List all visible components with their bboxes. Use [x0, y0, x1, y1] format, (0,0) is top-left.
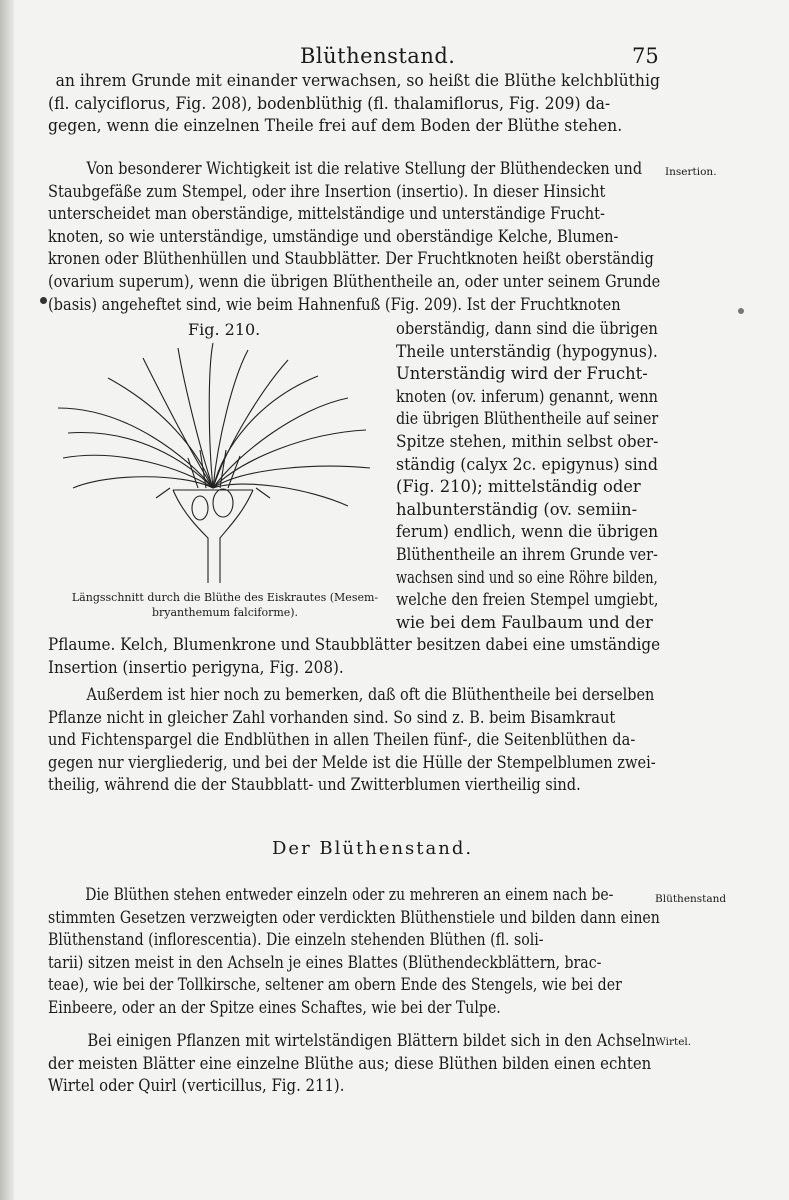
text-line: Außerdem ist hier noch zu bemerken, daß oft die Blüthentheile bei derselben	[86, 685, 655, 704]
text-line: welche den freien Stempel umgiebt,	[396, 590, 659, 610]
flower-illustration	[48, 338, 378, 586]
text-line: Einbeere, oder an der Spitze eines Schaftes, wie bei der Tulpe.	[48, 997, 501, 1017]
text-line: teae), wie bei der Tollkirsche, seltener am obern Ende des Stengels, wie bei der	[48, 975, 622, 995]
text-line: tarii) sitzen meist in den Achseln je eines Blattes (Blüthendeckblättern, brac-	[48, 952, 602, 972]
text-line: halbunterständig (ov. semiin-	[396, 499, 638, 519]
text-beside-figure	[396, 318, 661, 634]
text-line: Von besonderer Wichtigkeit ist die relative Stellung der Blüthendecken und	[86, 159, 643, 178]
caption-line: bryanthemum falciforme).	[151, 606, 299, 619]
section-heading: Der Blüthenstand.	[272, 838, 474, 859]
text-line: kronen oder Blüthenhüllen und Staubblätter. Der Fruchtknoten heißt oberständig	[48, 249, 654, 269]
text-line: knoten (ov. inferum) genannt, wenn	[396, 386, 658, 406]
text-line: Insertion (insertio perigyna, Fig. 208).	[48, 657, 344, 677]
paragraph-2	[48, 158, 741, 316]
running-header: Blüthenstand.	[300, 44, 456, 68]
caption-line: Längsschnitt durch die Blüthe des Eiskrautes (Mesem-	[71, 591, 379, 604]
text-line: theilig, während die der Staubblatt- und Zwitterblumen viertheilig sind.	[48, 775, 581, 795]
paragraph-1	[48, 70, 694, 138]
text-line: Blüthenstand (inflorescentia). Die einzeln stehenden Blüthen (fl. soli-	[48, 930, 544, 950]
page-binding-edge	[0, 0, 14, 1200]
text-line: (basis) angeheftet sind, wie beim Hahnenfuß (Fig. 209). Ist der Fruchtknoten	[48, 294, 621, 314]
paragraph-5	[48, 1030, 727, 1098]
margin-note-insertion: Insertion.	[665, 166, 717, 178]
figure-caption	[60, 590, 390, 620]
text-line: knoten, so wie unterständige, umständige und oberständige Kelche, Blumen-	[48, 226, 619, 246]
text-line: Theile unterständig (hypogynus).	[396, 341, 658, 361]
paragraph-2-end	[48, 634, 714, 679]
text-line: ständig (calyx 2c. epigynus) sind	[396, 454, 658, 474]
text-line: und Fichtenspargel die Endblüthen in allen Theilen fünf-, die Seitenblüthen da-	[48, 730, 636, 750]
text-line: Staubgefäße zum Stempel, oder ihre Insertion (insertio). In dieser Hinsicht	[48, 181, 606, 201]
text-line: der meisten Blätter eine einzelne Blüthe aus; diese Blüthen bilden einen echten	[48, 1053, 652, 1073]
ink-spot	[40, 297, 47, 304]
text-line: (ovarium superum), wenn die übrigen Blüthentheile an, oder unter seinem Grunde	[48, 271, 661, 291]
text-line: die übrigen Blüthentheile auf seiner	[396, 409, 659, 429]
text-line: Blüthentheile an ihrem Grunde ver-	[396, 544, 658, 564]
margin-note-bluthenstand: Blüthenstand	[655, 893, 727, 905]
text-line: an ihrem Grunde mit einander verwachsen, so heißt die Blüthe kelchblüthig	[55, 71, 660, 90]
text-line: (Fig. 210); mittelständig oder	[396, 477, 641, 497]
text-line: (fl. calyciflorus, Fig. 208), bodenblüthig (fl. thalamiflorus, Fig. 209) da-	[48, 93, 611, 113]
text-line: ferum) endlich, wenn die übrigen	[396, 522, 659, 542]
text-line: Pflanze nicht in gleicher Zahl vorhanden sind. So sind z. B. beim Bisamkraut	[48, 707, 616, 727]
figure-label: Fig. 210.	[188, 320, 261, 339]
text-line: Unterständig wird der Frucht-	[396, 364, 648, 384]
text-line: Bei einigen Pflanzen mit wirtelständigen Blättern bildet sich in den Achseln	[87, 1031, 656, 1050]
text-line: oberständig, dann sind die übrigen	[396, 319, 658, 338]
margin-note-wirtel: Wirtel.	[655, 1036, 692, 1048]
text-line: Die Blüthen stehen entweder einzeln oder zu mehreren an einem nach be-	[85, 885, 614, 904]
text-line: Wirtel oder Quirl (verticillus, Fig. 211).	[48, 1076, 345, 1096]
text-line: Pflaume. Kelch, Blumenkrone und Staubblätter besitzen dabei eine umständige	[48, 635, 661, 654]
text-line: Spitze stehen, mithin selbst ober-	[396, 431, 659, 451]
text-line: wie bei dem Faulbaum und der	[396, 612, 653, 632]
text-line: gegen, wenn die einzelnen Theile frei auf dem Boden der Blüthe stehen.	[48, 116, 623, 136]
text-line: unterscheidet man oberständige, mittelständige und unterständige Frucht-	[48, 204, 605, 224]
text-line: wachsen sind und so eine Röhre bilden,	[396, 567, 658, 587]
page-number: 75	[632, 44, 659, 68]
paragraph-3	[48, 684, 741, 797]
ink-spot	[738, 308, 744, 314]
text-line: stimmten Gesetzen verzweigten oder verdickten Blüthenstiele und bilden dann einen	[48, 907, 660, 927]
text-line: gegen nur viergliederig, und bei der Melde ist die Hülle der Stempelblumen zwei-	[48, 752, 656, 772]
